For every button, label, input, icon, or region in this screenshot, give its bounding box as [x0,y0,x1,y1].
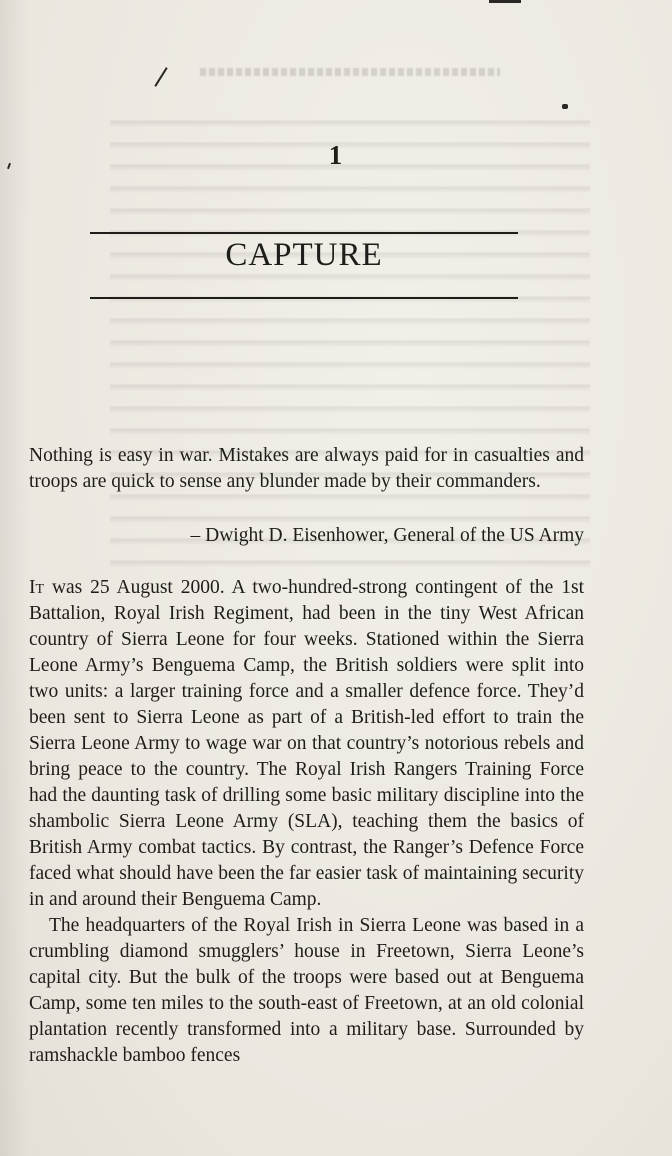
title-rule-top [90,232,518,234]
epigraph-quote: Nothing is easy in war. Mistakes are always paid for in casualties and troops are quick to sense any blunder made by their commanders. [29,445,584,492]
body-text [29,575,584,1069]
paragraph-1-text: was 25 August 2000. A two-hundred-strong contingent of the 1st Battalion, Royal Irish Regiment, had been in the tiny West African country of Sierra Leone for four weeks. Stationed within the Sierra Leone Army’s Benguema Camp, the British soldiers were split into two units: a larger training force and a smaller defence force. They’d been sent to Sierra Leone as part of a British-led effort to train the Sierra Leone Army to wage war on that country’s notorious rebels and bring peace to the country. The Royal Irish Rangers Training Force had the daunting task of drilling some basic military discipline into the shambolic Sierra Leone Army (SLA), teaching them the basics of British Army combat tactics. By contrast, the Ranger’s Defence Force faced what should have been the far easier task of maintaining security in and around their Benguema Camp. [29,577,584,910]
ink-speck [562,104,568,109]
paragraph-1 [29,575,584,913]
show-through-text [110,112,590,582]
title-rule-bottom [90,297,518,299]
top-edge-mark [489,0,521,3]
ink-mark [154,67,167,87]
paragraph-lead-word: It [29,577,45,598]
epigraph-attribution: – Dwight D. Eisenhower, General of the US Army [190,525,584,546]
chapter-title: CAPTURE [225,237,383,273]
show-through-header [200,68,500,76]
paragraph-2: The headquarters of the Royal Irish in Sierra Leone was based in a crumbling diamond smugglers’ house in Freetown, Sierra Leone’s capital city. But the bulk of the troops were based out at Benguema Camp, some ten miles to the south-east of Freetown, at an old colonial plantation recently transformed into a military base. Surrounded by ramshackle bamboo fences [29,915,584,1066]
chapter-number: 1 [328,140,344,170]
